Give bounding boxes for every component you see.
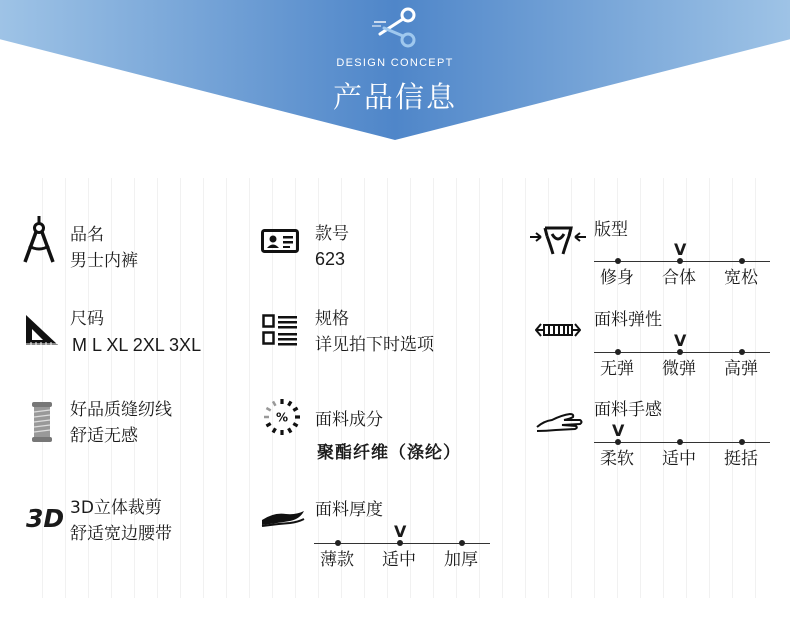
- id-card-icon: [261, 229, 299, 253]
- name-label: 品名: [70, 225, 104, 245]
- elasticity-scale: [594, 331, 770, 386]
- waist-fit-icon: [530, 222, 586, 256]
- size-label: 尺码: [70, 309, 104, 329]
- cut-value: 舒适宽边腰带: [70, 524, 172, 544]
- thickness-scale: [314, 522, 490, 577]
- spec-label: 规格: [315, 309, 349, 329]
- percent-gauge-icon: [263, 398, 301, 436]
- scale-selected-marker: V: [394, 522, 407, 541]
- scissors-icon: [372, 4, 418, 50]
- scale-option-2: 宽松: [724, 268, 758, 288]
- size-value: M L XL 2XL 3XL: [72, 335, 202, 355]
- scale-selected-marker: V: [612, 421, 625, 440]
- scale-dot: [335, 540, 341, 546]
- scale-option-1: 合体: [662, 268, 696, 288]
- thread-spool-icon: [30, 401, 54, 443]
- list-icon: [262, 314, 298, 346]
- scale-option-0: 修身: [600, 268, 634, 288]
- hand-feel-icon: [536, 411, 584, 435]
- scale-option-0: 无弹: [600, 359, 634, 379]
- feel-label: 面料手感: [594, 400, 662, 420]
- compass-icon: [22, 216, 56, 264]
- cut-label: 3D立体裁剪: [70, 498, 162, 518]
- scale-selected-marker: V: [674, 240, 687, 259]
- style-number-value: 623: [315, 249, 346, 269]
- scale-dot: [459, 540, 465, 546]
- fit-label: 版型: [594, 220, 628, 240]
- design-concept-caption: DESIGN CONCEPT: [336, 57, 454, 69]
- scale-option-1: 适中: [662, 449, 696, 469]
- feel-scale: [594, 421, 770, 476]
- scale-dot: [615, 258, 621, 264]
- scale-selected-marker: V: [674, 331, 687, 350]
- scale-dot: [615, 349, 621, 355]
- name-value: 男士内裤: [70, 251, 138, 271]
- fabric-layer-icon: [260, 508, 306, 530]
- scale-option-1: 微弹: [662, 359, 696, 379]
- elasticity-label: 面料弹性: [594, 310, 662, 330]
- style-number-label: 款号: [315, 224, 349, 244]
- scale-option-0: 柔软: [600, 449, 634, 469]
- thread-label: 好品质缝纫线: [70, 400, 172, 420]
- 3d-icon: 3D: [26, 504, 65, 533]
- set-square-icon: [24, 313, 60, 347]
- scale-dot: [739, 349, 745, 355]
- scale-option-1: 适中: [382, 550, 416, 570]
- thickness-label: 面料厚度: [315, 500, 383, 520]
- scale-option-0: 薄款: [320, 550, 354, 570]
- composition-value: 聚酯纤维（涤纶）: [317, 443, 461, 463]
- page-title: 产品信息: [332, 80, 457, 114]
- composition-label: 面料成分: [315, 410, 383, 430]
- spring-icon: [535, 320, 581, 340]
- scale-dot: [739, 439, 745, 445]
- scale-option-2: 高弹: [724, 359, 758, 379]
- thread-value: 舒适无感: [70, 426, 138, 446]
- spec-value: 详见拍下时选项: [315, 335, 434, 355]
- scale-dot: [739, 258, 745, 264]
- scale-dot: [677, 439, 683, 445]
- percent-symbol: %: [275, 410, 289, 425]
- scale-option-2: 加厚: [444, 550, 478, 570]
- scale-option-2: 挺括: [724, 449, 758, 469]
- fit-scale: [594, 240, 770, 295]
